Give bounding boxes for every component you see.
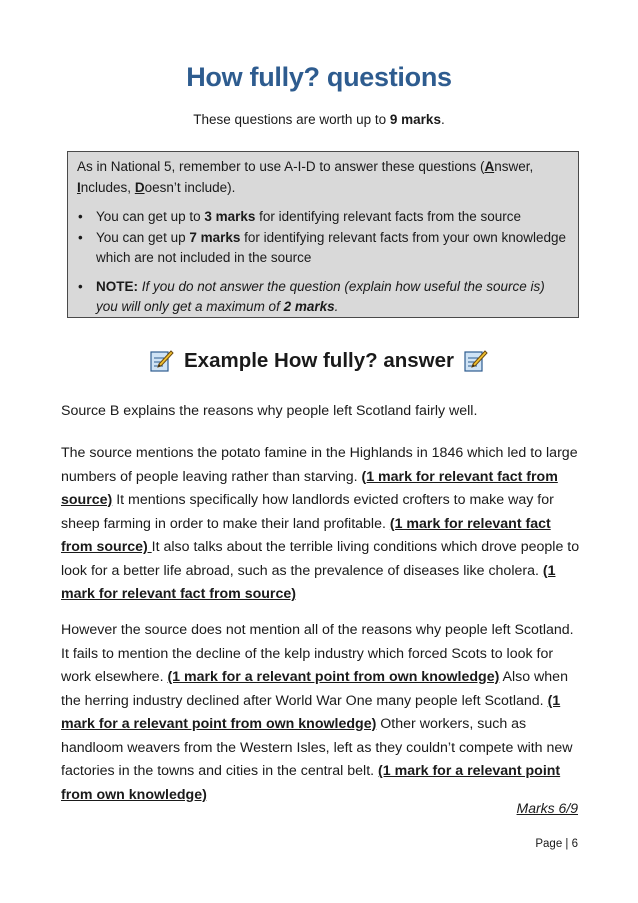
bullet-marks: 7 marks: [189, 229, 241, 245]
mark-annotation: (1 mark for a relevant point from own knowledge): [167, 669, 500, 685]
bullet-text: You can get up to: [96, 209, 205, 224]
info-bullet-note: [77, 277, 568, 318]
bullet-marks: 3 marks: [204, 209, 256, 224]
answer-text: It mentions specifically how landlords evicted crofters to make way for sheep farming in order to make their land profitable.: [61, 492, 554, 532]
marks-total: Marks 6/9: [516, 800, 578, 816]
intro-letter-a: A: [484, 159, 495, 174]
answer-text: The source mentions the potato famine in the Highlands in 1846 which led to large numbers of people leaving rather than starving.: [61, 445, 578, 485]
pencil-icon: [150, 349, 174, 373]
note-text: If you do not answer the question (explain how useful the source is) you will only get a maximum of: [96, 278, 545, 314]
note-end: .: [334, 299, 339, 314]
intro-text: oesn’t include).: [144, 179, 236, 195]
bullet-text: You can get up: [96, 229, 190, 245]
mark-annotation: (1 mark for a relevant point from own knowledge): [61, 692, 561, 732]
subtitle-marks: 9 marks: [389, 112, 441, 127]
mark-annotation: (1 mark for relevant fact from source): [61, 468, 558, 508]
intro-text: nswer,: [494, 159, 534, 174]
paragraph-text: [61, 442, 581, 607]
bullet-text: for identifying relevant facts from the source: [255, 209, 522, 224]
answer-text: Also when the herring industry declined after World War One many people left Scotland.: [61, 669, 568, 709]
mark-annotation: (1 mark for relevant fact from source): [61, 562, 556, 602]
page-number: Page | 6: [535, 838, 578, 850]
subtitle-text: These questions are worth up to: [193, 112, 390, 127]
info-bullet-knowledge-marks: [77, 228, 568, 269]
info-list: [77, 207, 568, 318]
mark-annotation: (1 mark for relevant fact from source): [61, 515, 551, 555]
answer-paragraph-knowledge: [61, 619, 581, 807]
info-box: [67, 151, 579, 318]
intro-text: ncludes,: [80, 179, 135, 195]
subtitle-end: .: [440, 112, 445, 127]
info-bullet-source-marks: [77, 207, 568, 228]
subtitle: [0, 112, 638, 127]
answer-text: Other workers, such as handloom weavers from the Western Isles, left as they couldn’t compete with new factories in the towns and cities in the central belt.: [61, 716, 573, 779]
answer-paragraph-intro: [61, 400, 581, 424]
intro-text: As in National 5, remember to use A-I-D to answer these questions (: [77, 159, 485, 174]
answer-text: However the source does not mention all of the reasons why people left Scotland. It fails to mention the decline of the kelp industry which forced Scots to look for work elsewhere.: [61, 622, 574, 685]
bullet-text: for identifying relevant facts from your own knowledge which are not included in the source: [96, 229, 567, 265]
example-heading-text: Example How fully? answer: [184, 349, 454, 372]
intro-letter-i: I: [77, 179, 81, 195]
info-intro: [77, 157, 568, 198]
intro-letter-d: D: [134, 179, 145, 195]
answer-paragraph-source: [61, 442, 581, 607]
answer-text: It also talks about the terrible living conditions which drove people to look for a better life abroad, such as the prevalence of diseases like cholera.: [61, 539, 580, 579]
note-marks: 2 marks: [283, 299, 335, 314]
paragraph-text: [61, 619, 581, 807]
pencil-icon: [464, 349, 488, 373]
paragraph-text: Source B explains the reasons why people left Scotland fairly well.: [61, 403, 478, 419]
example-heading: [0, 349, 638, 373]
note-label: NOTE:: [96, 278, 138, 294]
page-title: How fully? questions: [186, 62, 452, 92]
mark-annotation: (1 mark for a relevant point from own knowledge): [61, 763, 561, 803]
